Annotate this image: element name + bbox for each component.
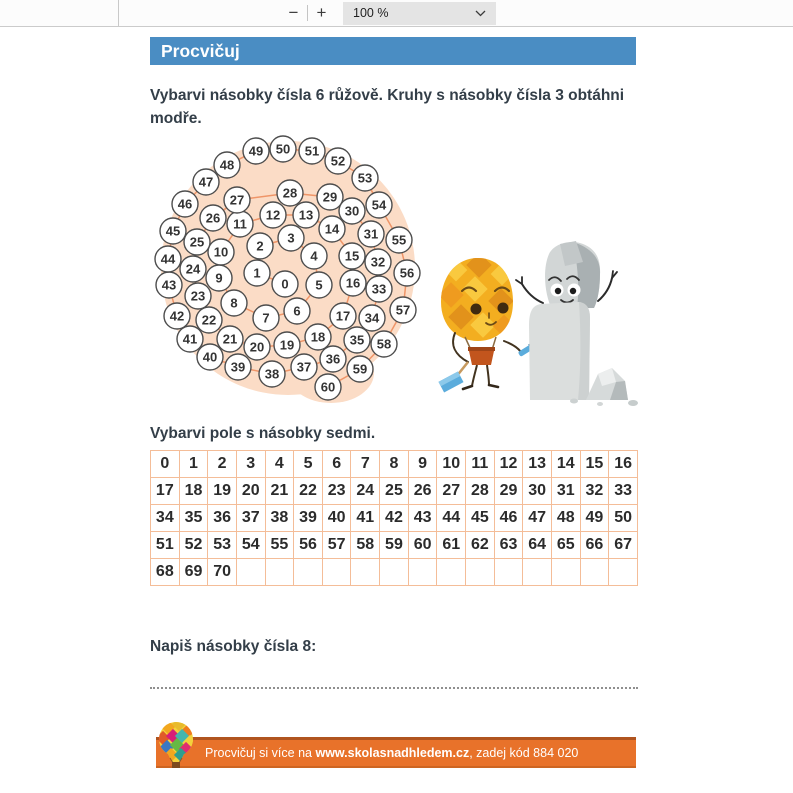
spiral-number: 47 (198, 174, 214, 190)
table-cell[interactable] (294, 559, 323, 586)
table-cell[interactable]: 49 (580, 505, 609, 532)
table-cell[interactable]: 12 (494, 451, 523, 478)
table-cell[interactable]: 46 (494, 505, 523, 532)
spiral-number: 45 (165, 223, 181, 239)
table-cell[interactable]: 64 (523, 532, 552, 559)
button-separator (307, 5, 308, 21)
table-cell[interactable]: 38 (265, 505, 294, 532)
table-cell[interactable]: 50 (609, 505, 638, 532)
table-cell[interactable]: 23 (322, 478, 351, 505)
spiral-number: 51 (304, 143, 320, 159)
spiral-number: 33 (371, 281, 387, 297)
spiral-number: 57 (395, 302, 411, 318)
zoom-controls (281, 0, 496, 26)
spiral-number: 1 (253, 265, 261, 281)
table-cell[interactable]: 60 (408, 532, 437, 559)
spiral-number: 35 (349, 332, 365, 348)
spiral-number: 6 (293, 303, 301, 319)
spiral-number: 60 (320, 379, 336, 395)
spiral-number: 40 (202, 349, 218, 365)
number-table (150, 450, 638, 586)
table-cell[interactable]: 9 (408, 451, 437, 478)
table-cell[interactable]: 54 (236, 532, 265, 559)
table-cell[interactable]: 48 (551, 505, 580, 532)
table-cell[interactable] (380, 559, 409, 586)
table-cell[interactable]: 45 (466, 505, 495, 532)
balloon-logo (152, 714, 202, 774)
spiral-number: 30 (344, 203, 360, 219)
spiral-number: 59 (352, 361, 368, 377)
table-cell[interactable]: 55 (265, 532, 294, 559)
table-cell[interactable]: 3 (236, 451, 265, 478)
table-cell[interactable]: 22 (294, 478, 323, 505)
table-cell[interactable]: 35 (179, 505, 208, 532)
spiral-number: 42 (169, 308, 185, 324)
table-cell[interactable] (322, 559, 351, 586)
spiral-number: 56 (399, 265, 415, 281)
table-cell[interactable]: 42 (380, 505, 409, 532)
table-cell[interactable]: 11 (466, 451, 495, 478)
spiral-number: 28 (282, 185, 298, 201)
spiral-number: 50 (275, 141, 291, 157)
table-cell[interactable]: 59 (380, 532, 409, 559)
table-cell[interactable]: 53 (208, 532, 237, 559)
table-cell[interactable]: 5 (294, 451, 323, 478)
spiral-number: 37 (296, 359, 312, 375)
logo-basket (172, 762, 180, 768)
spiral-number: 34 (364, 310, 380, 326)
table-cell[interactable] (609, 559, 638, 586)
table-cell[interactable]: 67 (609, 532, 638, 559)
table-cell[interactable]: 58 (351, 532, 380, 559)
spiral-number: 43 (161, 277, 177, 293)
table-row (151, 478, 638, 505)
table-cell[interactable]: 7 (351, 451, 380, 478)
spiral-number: 14 (324, 221, 340, 237)
spiral-number: 20 (249, 339, 265, 355)
table-cell[interactable]: 68 (151, 559, 180, 586)
spiral-number: 18 (310, 329, 326, 345)
spiral-number: 15 (344, 248, 360, 264)
balloon-eye (471, 304, 482, 315)
spiral-number: 27 (229, 192, 245, 208)
table-cell[interactable] (236, 559, 265, 586)
spiral-number: 39 (230, 359, 246, 375)
spiral-number: 9 (215, 270, 223, 286)
spiral-number: 48 (219, 157, 235, 173)
table-cell[interactable]: 25 (380, 478, 409, 505)
table-cell[interactable]: 30 (523, 478, 552, 505)
table-cell[interactable]: 41 (351, 505, 380, 532)
zoom-out-button[interactable]: − (288, 3, 299, 22)
balloon-basket (469, 351, 494, 365)
table-cell[interactable]: 65 (551, 532, 580, 559)
table-cell[interactable]: 20 (236, 478, 265, 505)
table-cell[interactable] (580, 559, 609, 586)
zoom-level-value: 100 % (353, 6, 389, 20)
table-cell[interactable]: 19 (208, 478, 237, 505)
table-cell[interactable]: 18 (179, 478, 208, 505)
task1-line2: modře. (150, 110, 202, 127)
table-cell[interactable]: 62 (466, 532, 495, 559)
footer-bar (156, 737, 636, 768)
spiral-number: 23 (190, 288, 206, 304)
table-cell[interactable]: 47 (523, 505, 552, 532)
spiral-number: 11 (233, 216, 247, 232)
spiral-number: 44 (160, 251, 176, 267)
table-cell[interactable]: 51 (151, 532, 180, 559)
table-cell[interactable]: 28 (466, 478, 495, 505)
table-cell[interactable]: 43 (408, 505, 437, 532)
table-cell[interactable]: 69 (179, 559, 208, 586)
stone-character (516, 241, 638, 406)
table-cell[interactable] (265, 559, 294, 586)
spiral-number: 4 (310, 248, 318, 264)
spiral-number: 49 (248, 143, 264, 159)
stone-arm (522, 284, 543, 303)
zoom-in-button[interactable]: + (316, 3, 327, 22)
section-header: Procvičuj (150, 37, 636, 65)
spiral-number: 55 (391, 232, 407, 248)
table-row (151, 559, 638, 586)
spiral-number: 38 (264, 366, 280, 382)
task2-instruction: Vybarvi pole s násobky sedmi. (150, 425, 376, 442)
spiral-number: 52 (330, 153, 346, 169)
footer-text-suffix: , zadej kód 884 020 (469, 746, 579, 760)
table-cell[interactable]: 8 (380, 451, 409, 478)
viewer-toolbar (0, 0, 793, 27)
spiral-number: 32 (370, 254, 386, 270)
toolbar-divider (118, 0, 119, 26)
table-cell[interactable]: 57 (322, 532, 351, 559)
table-cell[interactable]: 0 (151, 451, 180, 478)
spiral-number: 10 (213, 244, 229, 260)
spiral-number: 0 (281, 276, 289, 292)
table-cell[interactable]: 56 (294, 532, 323, 559)
table-cell[interactable]: 40 (322, 505, 351, 532)
spiral-number: 8 (230, 295, 238, 311)
table-cell[interactable]: 36 (208, 505, 237, 532)
table-cell[interactable]: 63 (494, 532, 523, 559)
table-cell[interactable]: 10 (437, 451, 466, 478)
spiral-number: 24 (185, 261, 201, 277)
table-cell[interactable]: 1 (179, 451, 208, 478)
spiral-number: 46 (177, 196, 193, 212)
spiral-number: 58 (376, 336, 392, 352)
table-cell[interactable]: 27 (437, 478, 466, 505)
table-cell[interactable]: 31 (551, 478, 580, 505)
table-cell[interactable] (408, 559, 437, 586)
table-cell[interactable] (437, 559, 466, 586)
spiral-number: 36 (325, 351, 341, 367)
table-cell[interactable] (466, 559, 495, 586)
answer-line[interactable] (150, 673, 638, 689)
table-cell[interactable] (523, 559, 552, 586)
table-cell[interactable] (351, 559, 380, 586)
table-cell[interactable]: 61 (437, 532, 466, 559)
table-cell[interactable]: 32 (580, 478, 609, 505)
task3-instruction: Napiš násobky čísla 8: (150, 638, 317, 655)
table-row (151, 505, 638, 532)
table-cell[interactable]: 26 (408, 478, 437, 505)
table-cell[interactable]: 15 (580, 451, 609, 478)
table-cell[interactable]: 52 (179, 532, 208, 559)
spiral-number: 13 (298, 207, 314, 223)
table-cell[interactable]: 39 (294, 505, 323, 532)
spiral-number: 41 (182, 331, 198, 347)
table-cell[interactable]: 14 (551, 451, 580, 478)
table-cell[interactable]: 44 (437, 505, 466, 532)
table-cell[interactable]: 37 (236, 505, 265, 532)
zoom-level-select[interactable] (343, 2, 496, 25)
spiral-number: 53 (357, 170, 373, 186)
spiral-number: 54 (371, 197, 387, 213)
balloon-character (438, 252, 535, 392)
table-cell[interactable]: 34 (151, 505, 180, 532)
spiral-number: 22 (201, 312, 217, 328)
task1-instruction (150, 84, 624, 130)
number-spiral-illustration (140, 130, 650, 415)
footer-link: www.skolasnadhledem.cz (315, 746, 470, 760)
spiral-number: 12 (265, 207, 281, 223)
balloon-eye (498, 303, 509, 314)
table-cell[interactable]: 24 (351, 478, 380, 505)
table-cell[interactable] (494, 559, 523, 586)
spiral-number: 25 (189, 234, 205, 250)
task1-line1: Vybarvi násobky čísla 6 růžově. Kruhy s násobky čísla 3 obtáhni (150, 87, 625, 104)
spiral-number: 2 (256, 238, 264, 254)
table-cell[interactable]: 4 (265, 451, 294, 478)
table-cell[interactable]: 21 (265, 478, 294, 505)
stone-arm (598, 278, 612, 301)
table-cell[interactable]: 16 (609, 451, 638, 478)
table-cell[interactable]: 70 (208, 559, 237, 586)
chevron-down-icon (475, 10, 486, 17)
spiral-number: 3 (287, 230, 295, 246)
table-row (151, 532, 638, 559)
spiral-number: 16 (345, 275, 361, 291)
spiral-number: 26 (205, 210, 221, 226)
table-cell[interactable]: 66 (580, 532, 609, 559)
table-row (151, 451, 638, 478)
spiral-number: 31 (363, 226, 379, 242)
spiral-number: 19 (279, 337, 295, 353)
spiral-number: 7 (262, 310, 270, 326)
spiral-number: 5 (315, 277, 323, 293)
table-cell[interactable]: 13 (523, 451, 552, 478)
table-cell[interactable]: 33 (609, 478, 638, 505)
spiral-number: 29 (322, 189, 338, 205)
spiral-number: 17 (335, 308, 351, 324)
table-cell[interactable]: 2 (208, 451, 237, 478)
table-cell[interactable]: 6 (322, 451, 351, 478)
table-cell[interactable]: 29 (494, 478, 523, 505)
table-cell[interactable] (551, 559, 580, 586)
spiral-number: 21 (222, 331, 238, 347)
footer-text-prefix: Procvičuj si více na (205, 746, 316, 760)
table-cell[interactable]: 17 (151, 478, 180, 505)
